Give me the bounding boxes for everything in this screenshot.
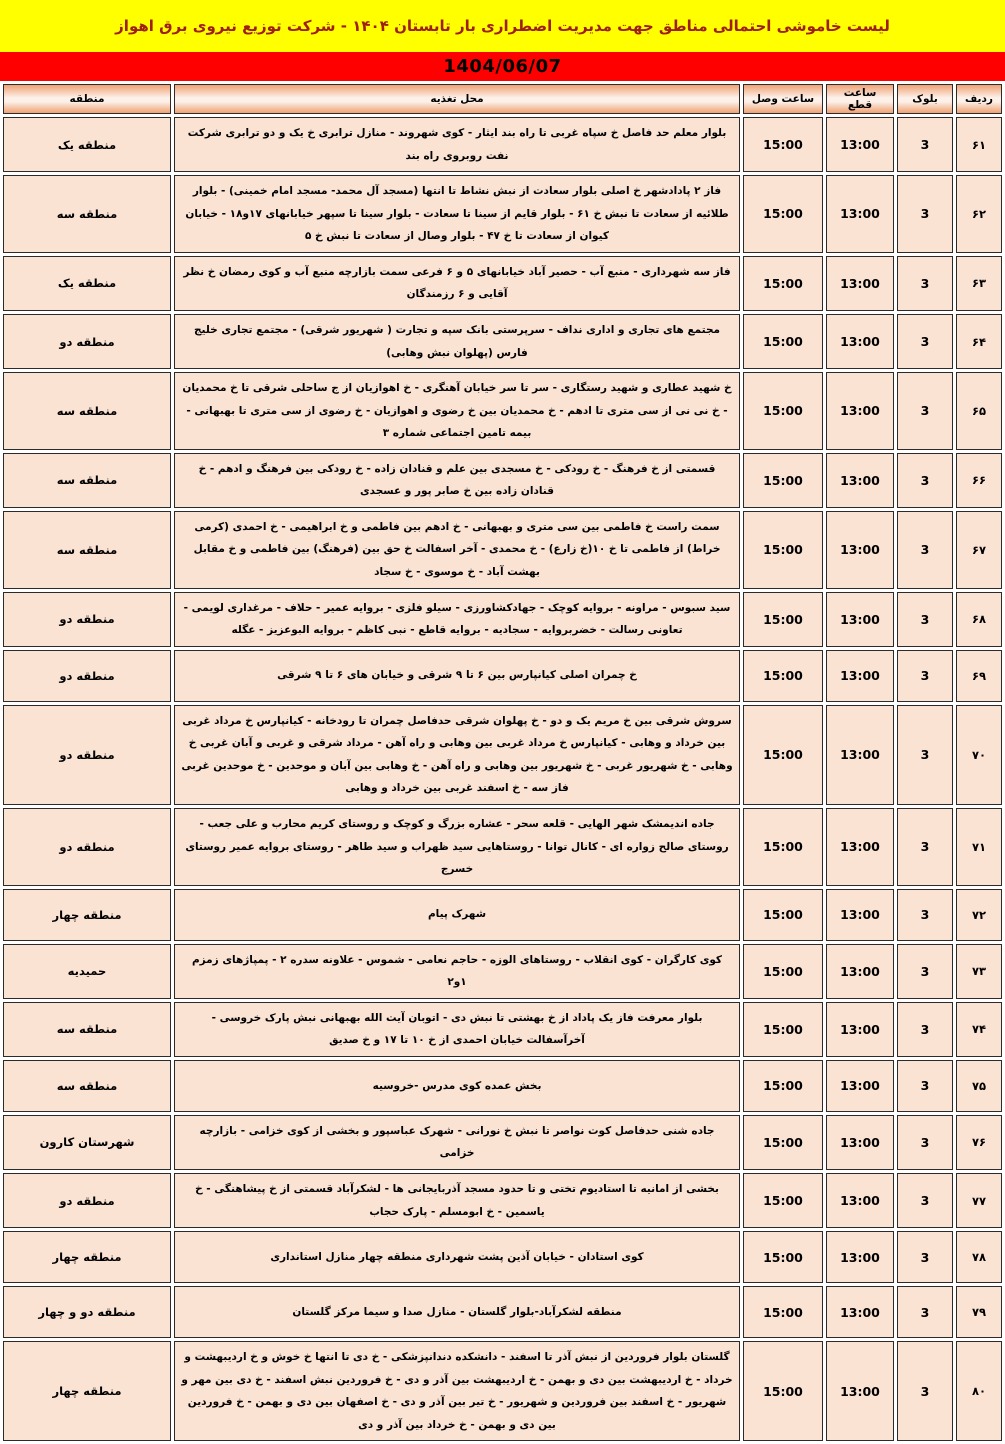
block-cell: 3	[897, 944, 953, 999]
block-cell: 3	[897, 256, 953, 311]
row-number-cell: ۷۵	[956, 1060, 1002, 1112]
table-row	[3, 1341, 1002, 1441]
location-cell: شهرک پیام	[174, 889, 740, 941]
schedule-date: 1404/06/07	[443, 56, 562, 77]
cut-time-cell: 13:00	[826, 1060, 894, 1112]
location-cell: کوی کارگران - کوی انقلاب - روستاهای الوزه - حاجم نعامی - شموس - علاونه سدره ۲ - پمپاژهای زمزم ۱و۲	[174, 944, 740, 999]
header-region: منطقه	[3, 84, 171, 114]
cut-time-cell: 13:00	[826, 117, 894, 172]
table-row	[3, 453, 1002, 508]
reconnect-time-cell: 15:00	[743, 650, 823, 702]
region-cell: منطقه دو	[3, 808, 171, 886]
reconnect-time-cell: 15:00	[743, 117, 823, 172]
block-cell: 3	[897, 314, 953, 369]
cut-time-cell: 13:00	[826, 944, 894, 999]
cut-time-cell: 13:00	[826, 592, 894, 647]
region-cell: منطقه دو	[3, 314, 171, 369]
table-row	[3, 1286, 1002, 1338]
table-row	[3, 117, 1002, 172]
header-cut-time: ساعت قطع	[826, 84, 894, 114]
row-number-cell: ۶۱	[956, 117, 1002, 172]
block-cell: 3	[897, 808, 953, 886]
reconnect-time-cell: 15:00	[743, 511, 823, 589]
location-cell: فاز سه شهرداری - منبع آب - حصیر آباد خیابانهای ۵ و ۶ فرعی سمت بازارچه منبع آب و کوی رمضان خ نظر آقایی و ۶ رزمندگان	[174, 256, 740, 311]
row-number-cell: ۶۶	[956, 453, 1002, 508]
region-cell: منطقه یک	[3, 117, 171, 172]
table-row	[3, 1060, 1002, 1112]
row-number-cell: ۶۹	[956, 650, 1002, 702]
reconnect-time-cell: 15:00	[743, 372, 823, 450]
row-number-cell: ۷۸	[956, 1231, 1002, 1283]
block-cell: 3	[897, 705, 953, 805]
cut-time-cell: 13:00	[826, 511, 894, 589]
table-row	[3, 705, 1002, 805]
reconnect-time-cell: 15:00	[743, 889, 823, 941]
row-number-cell: ۶۷	[956, 511, 1002, 589]
region-cell: منطقه چهار	[3, 1341, 171, 1441]
row-number-cell: ۷۲	[956, 889, 1002, 941]
cut-time-cell: 13:00	[826, 705, 894, 805]
region-cell: منطقه سه	[3, 1002, 171, 1057]
table-row	[3, 944, 1002, 999]
date-bar	[0, 52, 1005, 81]
reconnect-time-cell: 15:00	[743, 1173, 823, 1228]
location-cell: سید سبوس - مراونه - بروایه کوچک - جهادکشاورزی - سیلو فلزی - بروایه عمیر - حلاف - مرغداری لویمی - تعاونی رسالت - خضربروایه - سجادیه - بروایه قاطع - نبی کاظم - بروایه البوعزیز - عگله	[174, 592, 740, 647]
row-number-cell: ۷۷	[956, 1173, 1002, 1228]
region-cell: منطقه دو و چهار	[3, 1286, 171, 1338]
table-header	[3, 84, 1002, 114]
location-cell: فاز ۲ پادادشهر خ اصلی بلوار سعادت از نبش نشاط تا انتها (مسجد آل محمد- مسجد امام خمینی) - بلوار طلائیه از سعادت تا نبش خ ۶۱ - بلوار قایم از سینا تا سعادت - بلوار سینا تا سپهر خیابانهای ۱۷و۱۸ - خیابان کیوان از سعادت تا خ ۴۷ - بلوار وصال از سعادت تا نبش خ ۵	[174, 175, 740, 253]
block-cell: 3	[897, 372, 953, 450]
location-cell: بلوار معلم حد فاصل خ سپاه غربی تا راه بند ایثار - کوی شهروند - منازل ترابری خ یک و دو ترابری شرکت نفت روبروی راه بند	[174, 117, 740, 172]
location-cell: قسمتی از خ فرهنگ - خ رودکی - خ مسجدی بین علم و قنادان زاده - خ رودکی بین فرهنگ و ادهم - خ قنادان زاده بین خ صابر پور و عسجدی	[174, 453, 740, 508]
region-cell: منطقه چهار	[3, 889, 171, 941]
table-row	[3, 175, 1002, 253]
table-row	[3, 372, 1002, 450]
row-number-cell: ۶۴	[956, 314, 1002, 369]
table-row	[3, 1002, 1002, 1057]
block-cell: 3	[897, 650, 953, 702]
row-number-cell: ۷۱	[956, 808, 1002, 886]
region-cell: منطقه سه	[3, 511, 171, 589]
cut-time-cell: 13:00	[826, 1286, 894, 1338]
location-cell: سمت راست خ فاطمی بین سی متری و بهبهانی - خ ادهم بین فاطمی و خ ابراهیمی - خ احمدی (کرمی خراط) از فاطمی تا خ ۱۰(خ زارع) - خ محمدی - آخر اسفالت خ حق بین (فرهنگ) بین فاطمی و خ مقابل بهشت آباد - خ موسوی - خ سجاد	[174, 511, 740, 589]
reconnect-time-cell: 15:00	[743, 256, 823, 311]
page-title: لیست خاموشی احتمالی مناطق جهت مدیریت اضطراری بار تابستان ۱۴۰۴ - شرکت توزیع نیروی برق اهواز	[115, 16, 890, 35]
reconnect-time-cell: 15:00	[743, 808, 823, 886]
cut-time-cell: 13:00	[826, 1231, 894, 1283]
table-row	[3, 314, 1002, 369]
region-cell: منطقه دو	[3, 592, 171, 647]
block-cell: 3	[897, 1286, 953, 1338]
location-cell: جاده اندیمشک شهر الهایی - قلعه سحر - عشاره بزرگ و کوچک و روستای کریم محارب و علی جعب - روستای صالح زواره ای - کانال توانا - روستاهایی سید ظهراب و سید طاهر - روستای بروایه عمیر روستای خسرج	[174, 808, 740, 886]
location-cell: کوی استادان - خیابان آذین پشت شهرداری منطقه چهار منازل استانداری	[174, 1231, 740, 1283]
table-header-row	[3, 84, 1002, 114]
cut-time-cell: 13:00	[826, 889, 894, 941]
outage-schedule-table	[0, 81, 1005, 1444]
reconnect-time-cell: 15:00	[743, 705, 823, 805]
reconnect-time-cell: 15:00	[743, 944, 823, 999]
location-cell: گلستان بلوار فروردین از نبش آذر تا اسفند - دانشکده دندانپزشکی - خ دی تا انتها خ خوش و خ اردیبهشت و خرداد - خ اردیبهشت بین دی و بهمن - خ اردیبهشت بین آذر و دی - خ فروردین نبش اسفند - خ دی بین مهر و شهریور - خ اسفند بین فروردین و شهریور - خ تیر بین آذر و دی - خ اصفهان بین دی و بهمن - خ فروردین بین دی و بهمن - خ خرداد بین آذر و دی	[174, 1341, 740, 1441]
location-cell: مجتمع های تجاری و اداری نداف - سرپرستی بانک سپه و تجارت ( شهریور شرقی) - مجتمع تجاری خلیج فارس (پهلوان نبش وهابی)	[174, 314, 740, 369]
table-row	[3, 1115, 1002, 1170]
table-row	[3, 1231, 1002, 1283]
block-cell: 3	[897, 889, 953, 941]
location-cell: جاده شنی حدفاصل کوت نواصر تا نبش خ نورانی - شهرک عباسپور و بخشی از کوی خزامی - بازارچه خزامی	[174, 1115, 740, 1170]
block-cell: 3	[897, 1341, 953, 1441]
reconnect-time-cell: 15:00	[743, 1002, 823, 1057]
row-number-cell: ۶۳	[956, 256, 1002, 311]
block-cell: 3	[897, 175, 953, 253]
cut-time-cell: 13:00	[826, 314, 894, 369]
table-row	[3, 511, 1002, 589]
region-cell: منطقه چهار	[3, 1231, 171, 1283]
reconnect-time-cell: 15:00	[743, 314, 823, 369]
row-number-cell: ۶۲	[956, 175, 1002, 253]
block-cell: 3	[897, 1060, 953, 1112]
row-number-cell: ۶۵	[956, 372, 1002, 450]
location-cell: خ شهید عطاری و شهید رستگاری - سر تا سر خیابان آهنگری - خ اهوازیان از ج ساحلی شرقی تا خ محمدیان - خ نی نی از سی متری تا ادهم - خ محمدیان بین خ رضوی و اهوازیان - خ رضوی از سی متری تا بهبهانی - بیمه تامین اجتماعی شماره ۳	[174, 372, 740, 450]
cut-time-cell: 13:00	[826, 650, 894, 702]
reconnect-time-cell: 15:00	[743, 453, 823, 508]
cut-time-cell: 13:00	[826, 453, 894, 508]
block-cell: 3	[897, 592, 953, 647]
row-number-cell: ۷۴	[956, 1002, 1002, 1057]
row-number-cell: ۷۳	[956, 944, 1002, 999]
table-row	[3, 592, 1002, 647]
block-cell: 3	[897, 1002, 953, 1057]
cut-time-cell: 13:00	[826, 256, 894, 311]
table-row	[3, 650, 1002, 702]
outage-table-body	[3, 117, 1002, 1441]
row-number-cell: ۸۰	[956, 1341, 1002, 1441]
region-cell: شهرستان کارون	[3, 1115, 171, 1170]
reconnect-time-cell: 15:00	[743, 1060, 823, 1112]
block-cell: 3	[897, 117, 953, 172]
location-cell: سروش شرقی بین خ مریم یک و دو - خ پهلوان شرقی حدفاصل چمران تا رودخانه - کیانپارس خ مرداد غربی بین خرداد و وهابی - کیانپارس خ مرداد غربی بین وهابی و راه آهن - مرداد شرقی و غربی و آبان غربی خ وهابی - خ شهریور غربی - خ شهریور بین وهابی و راه آهن - خ وهابی بین آبان و موحدین - خ موحدین غربی فاز سه - خ اسفند غربی بین خرداد و وهابی	[174, 705, 740, 805]
reconnect-time-cell: 15:00	[743, 175, 823, 253]
reconnect-time-cell: 15:00	[743, 1286, 823, 1338]
cut-time-cell: 13:00	[826, 808, 894, 886]
header-reconnect-time: ساعت وصل	[743, 84, 823, 114]
region-cell: منطقه یک	[3, 256, 171, 311]
cut-time-cell: 13:00	[826, 372, 894, 450]
header-row-number: ردیف	[956, 84, 1002, 114]
cut-time-cell: 13:00	[826, 1002, 894, 1057]
location-cell: بخشی از امانیه تا استادیوم تختی و تا حدود مسجد آذربایجانی ها - لشکرآباد قسمتی از خ پیشاهنگی - خ یاسمین - خ ابومسلم - پارک حجاب	[174, 1173, 740, 1228]
block-cell: 3	[897, 511, 953, 589]
block-cell: 3	[897, 1173, 953, 1228]
location-cell: بخش عمده کوی مدرس -خروسیه	[174, 1060, 740, 1112]
location-cell: بلوار معرفت فاز یک پاداد از خ بهشتی تا نبش دی - اتوبان آیت الله بهبهانی نبش پارک خروسی - آخرآسفالت خیابان احمدی از خ ۱۰ تا ۱۷ و خ صدیق	[174, 1002, 740, 1057]
cut-time-cell: 13:00	[826, 1173, 894, 1228]
reconnect-time-cell: 15:00	[743, 1341, 823, 1441]
location-cell: منطقه لشکرآباد-بلوار گلستان - منازل صدا و سیما مرکز گلستان	[174, 1286, 740, 1338]
row-number-cell: ۷۹	[956, 1286, 1002, 1338]
block-cell: 3	[897, 1115, 953, 1170]
cut-time-cell: 13:00	[826, 1115, 894, 1170]
page-title-bar	[0, 0, 1005, 52]
region-cell: منطقه سه	[3, 175, 171, 253]
region-cell: منطقه سه	[3, 372, 171, 450]
table-row	[3, 256, 1002, 311]
table-row	[3, 889, 1002, 941]
location-cell: خ چمران اصلی کیانپارس بین ۶ تا ۹ شرقی و خیابان های ۶ تا ۹ شرقی	[174, 650, 740, 702]
block-cell: 3	[897, 453, 953, 508]
region-cell: منطقه دو	[3, 705, 171, 805]
region-cell: منطقه دو	[3, 650, 171, 702]
row-number-cell: ۷۰	[956, 705, 1002, 805]
table-row	[3, 808, 1002, 886]
header-block: بلوک	[897, 84, 953, 114]
region-cell: منطقه سه	[3, 453, 171, 508]
cut-time-cell: 13:00	[826, 175, 894, 253]
block-cell: 3	[897, 1231, 953, 1283]
reconnect-time-cell: 15:00	[743, 1231, 823, 1283]
header-feeding-location: محل تغذیه	[174, 84, 740, 114]
row-number-cell: ۷۶	[956, 1115, 1002, 1170]
row-number-cell: ۶۸	[956, 592, 1002, 647]
region-cell: حمیدیه	[3, 944, 171, 999]
reconnect-time-cell: 15:00	[743, 592, 823, 647]
table-row	[3, 1173, 1002, 1228]
region-cell: منطقه دو	[3, 1173, 171, 1228]
reconnect-time-cell: 15:00	[743, 1115, 823, 1170]
region-cell: منطقه سه	[3, 1060, 171, 1112]
cut-time-cell: 13:00	[826, 1341, 894, 1441]
